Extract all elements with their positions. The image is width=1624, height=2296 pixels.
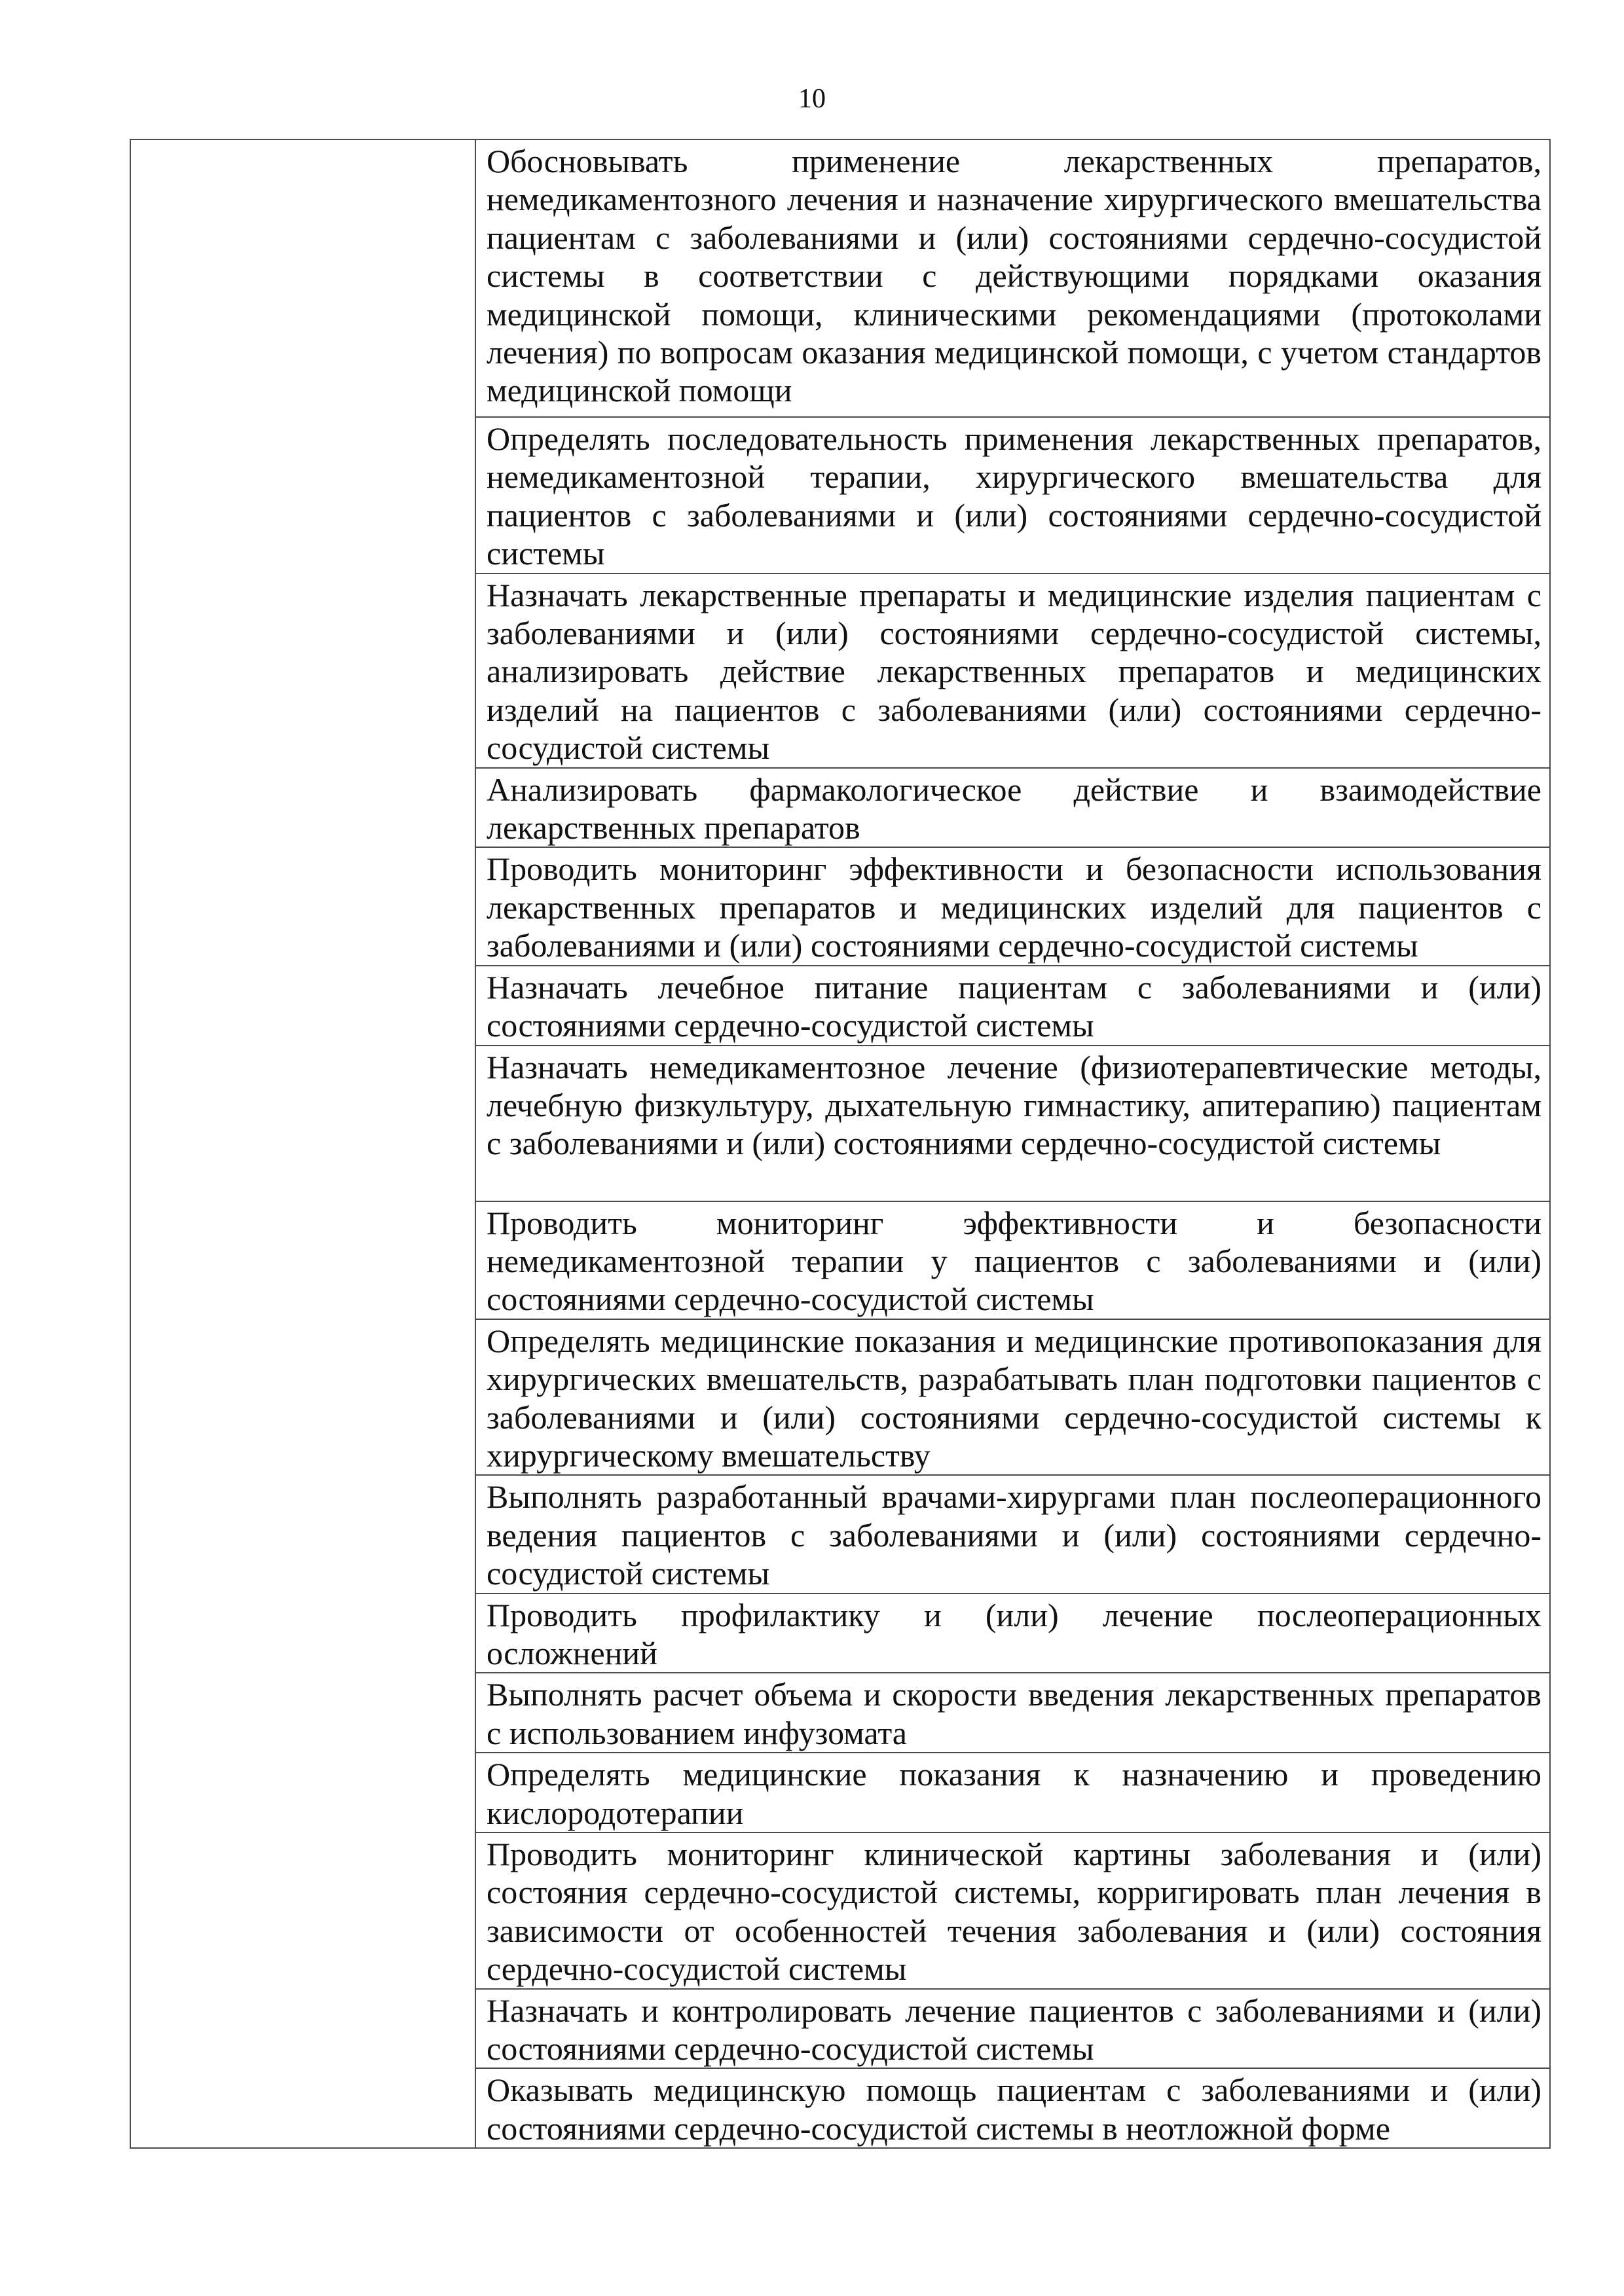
cell-text: Назначать немедикаментозное лечение (физиотерапевтические методы, лечебную физкультуру, дыхательную гимнастику, апитерапию) пациентам с заболеваниями и (или) состояниями сердечно-сосудистой системы (487, 1048, 1541, 1162)
table-cell (475, 1594, 1550, 1673)
cell-text: Назначать лекарственные препараты и медицинские изделия пациентам с заболеваниями и (или) состояниями сердечно-сосудистой системы, анализировать действие лекарственных препаратов и медицинских изделий на пациентов с заболеваниями (или) состояниями сердечно-сосудистой системы (487, 576, 1541, 767)
table-cell (475, 1673, 1550, 1753)
table-cell (475, 768, 1550, 848)
cell-text: Определять медицинские показания и медицинские противопоказания для хирургических вмешательств, разрабатывать план подготовки пациентов с заболеваниями и (или) состояниями сердечно-сосудистой системы к хирургическому вмешательству (487, 1322, 1541, 1474)
cell-text: Выполнять расчет объема и скорости введения лекарственных препаратов с использованием инфузомата (487, 1676, 1541, 1751)
table-cell (475, 966, 1550, 1046)
cell-text: Оказывать медицинскую помощь пациентам с заболеваниями и (или) состояниями сердечно-сосудистой системы в неотложной форме (487, 2071, 1541, 2147)
table-cell (475, 1753, 1550, 1832)
cell-text: Назначать лечебное питание пациентам с заболеваниями и (или) состояниями сердечно-сосудистой системы (487, 968, 1541, 1044)
cell-text: Проводить мониторинг эффективности и безопасности использования лекарственных препаратов и медицинских изделий для пациентов с заболеваниями и (или) состояниями сердечно-сосудистой системы (487, 850, 1541, 964)
cell-text: Проводить мониторинг эффективности и безопасности немедикаментозной терапии у пациентов с заболеваниями и (или) состояниями сердечно-сосудистой системы (487, 1204, 1541, 1318)
table-cell (475, 2068, 1550, 2148)
cell-text: Выполнять разработанный врачами-хирургами план послеоперационного ведения пациентов с заболеваниями и (или) состояниями сердечно-сосудистой системы (487, 1478, 1541, 1592)
table-cell (475, 574, 1550, 768)
table-cell (475, 1046, 1550, 1201)
skills-table (130, 139, 1551, 2149)
table-cell (475, 847, 1550, 965)
table-row (130, 139, 1550, 417)
table-cell (475, 1832, 1550, 1989)
table-cell (475, 139, 1550, 417)
cell-text: Определять медицинские показания к назначению и проведению кислородотерапии (487, 1756, 1541, 1831)
cell-text: Анализировать фармакологическое действие и взаимодействие лекарственных препаратов (487, 771, 1541, 847)
cell-text: Проводить профилактику и (или) лечение послеоперационных осложнений (487, 1596, 1541, 1671)
table-cell (475, 1201, 1550, 1319)
table-left-cell (130, 139, 475, 2148)
table-cell (475, 417, 1550, 574)
table-cell (475, 1319, 1550, 1476)
cell-text: Обосновывать применение лекарственных препаратов, немедикаментозного лечения и назначение хирургического вмешательства пациентам с заболеваниями и (или) состояниями сердечно-сосудистой системы в соответствии с действующими порядками оказания медицинской помощи, клиническими рекомендациями (протоколами лечения) по вопросам оказания медицинской помощи, с учетом стандартов медицинской помощи (487, 143, 1541, 409)
cell-text: Определять последовательность применения лекарственных препаратов, немедикаментозной терапии, хирургического вмешательства для пациентов с заболеваниями и (или) состояниями сердечно-сосудистой системы (487, 420, 1541, 572)
cell-text: Проводить мониторинг клинической картины заболевания и (или) состояния сердечно-сосудистой системы, корригировать план лечения в зависимости от особенностей течения заболевания и (или) состояния сердечно-сосудистой системы (487, 1836, 1541, 1988)
cell-text: Назначать и контролировать лечение пациентов с заболеваниями и (или) состояниями сердечно-сосудистой системы (487, 1992, 1541, 2068)
page-number: 10 (798, 84, 826, 114)
table-cell (475, 1989, 1550, 2069)
table-cell (475, 1475, 1550, 1593)
